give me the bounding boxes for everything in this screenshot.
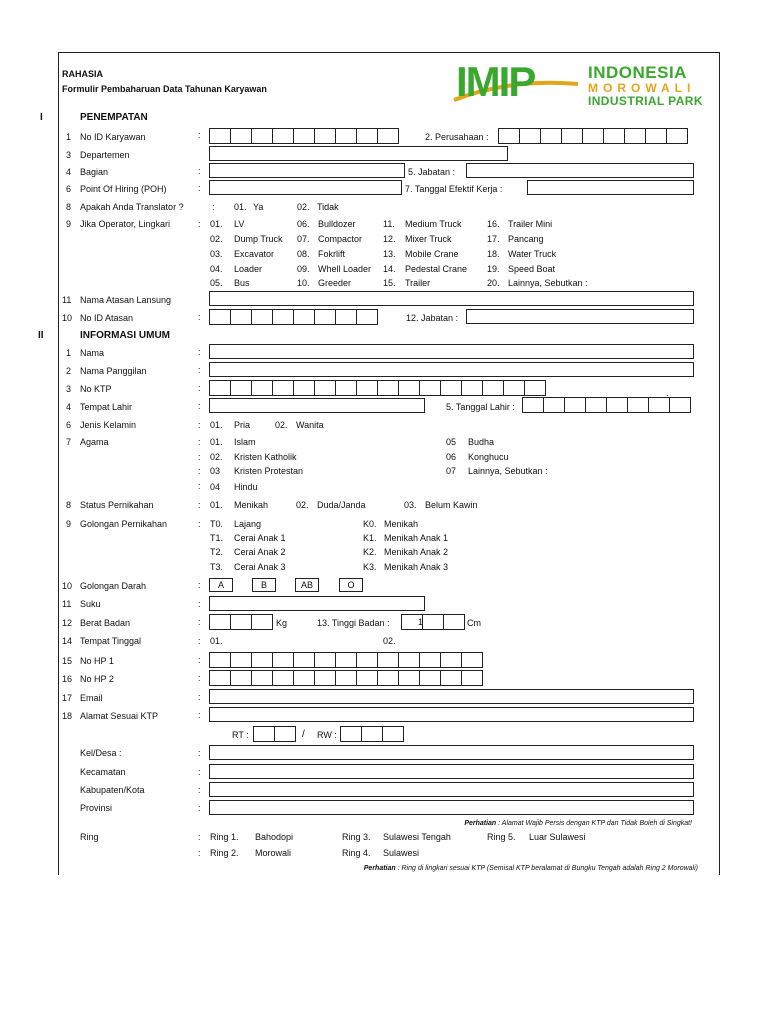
employee-id-cells[interactable] (209, 128, 398, 144)
phone2-cells[interactable] (209, 670, 482, 686)
operator-code: 19. (487, 264, 500, 274)
phone2-label: No HP 2 (80, 674, 114, 684)
religion-option[interactable]: Budha (468, 437, 495, 447)
nickname-field[interactable] (209, 362, 694, 377)
row-num-8: 8 (66, 202, 72, 212)
colon: : (198, 580, 201, 590)
weight-cells[interactable] (209, 614, 272, 630)
operator-code: 02. (210, 234, 223, 244)
gender-code: 01. (210, 420, 223, 430)
operator-code: 05. (210, 278, 223, 288)
operator-code: 03. (210, 249, 223, 259)
operator-code: 13. (383, 249, 396, 259)
operator-option[interactable]: Pancang (508, 234, 544, 244)
operator-code: 08. (297, 249, 310, 259)
row-num: 18 (62, 711, 73, 721)
operator-code: 12. (383, 234, 396, 244)
blood-type-ab[interactable]: AB (295, 578, 319, 592)
marital-status-label: Status Pernikahan (80, 500, 154, 510)
ring-code: Ring 2. (210, 848, 239, 858)
ktp-cells[interactable] (209, 380, 545, 396)
district-field[interactable] (209, 764, 694, 779)
colon: : (198, 832, 201, 842)
operator-option[interactable]: LV (234, 219, 245, 229)
gender-option-female[interactable]: Wanita (296, 420, 324, 430)
height-value: 1 (418, 617, 424, 627)
religion-option[interactable]: Hindu (234, 482, 258, 492)
marital-option[interactable]: Duda/Janda (317, 500, 366, 510)
colon: : (198, 785, 201, 795)
operator-option[interactable]: Compactor (318, 234, 363, 244)
section2-number: II (38, 330, 44, 341)
marriage-class-option[interactable]: Menikah (384, 519, 419, 529)
operator-code: 06. (297, 219, 310, 229)
operator-code: 18. (487, 249, 500, 259)
blood-type-b[interactable]: B (252, 578, 276, 592)
supervisor-position-label: 12. Jabatan : (406, 313, 459, 323)
rt-cell-3[interactable] (274, 726, 296, 742)
religion-code: 01. (210, 437, 223, 447)
section-field[interactable] (209, 163, 405, 178)
colon: : (198, 383, 201, 393)
religion-label: Agama (80, 437, 109, 447)
marriage-class-code: T1. (210, 533, 224, 543)
address-note (464, 820, 692, 827)
row-num: 8 (66, 500, 72, 510)
marital-code: 02. (296, 500, 309, 510)
row-num-10: 10 (62, 313, 73, 323)
religion-option[interactable]: Islam (234, 437, 256, 447)
marriage-class-option[interactable]: Menikah Anak 1 (384, 533, 449, 543)
religion-code: 07 (446, 466, 457, 476)
row-num: 4 (66, 402, 72, 412)
operator-code: 14. (383, 264, 396, 274)
department-field[interactable] (209, 146, 508, 161)
residence-label: Tempat Tinggal (80, 636, 142, 646)
row-num: 7 (66, 437, 72, 447)
logo-line1: INDONESIA (588, 63, 687, 82)
operator-code: 10. (297, 278, 310, 288)
imip-logo-mark (452, 60, 580, 108)
row-num: 16 (62, 674, 73, 684)
rt-label: RT : (232, 730, 249, 740)
position-field[interactable] (466, 163, 694, 178)
colon: : (198, 130, 201, 140)
weight-unit: Kg (276, 618, 288, 628)
colon: : (198, 617, 201, 627)
rw-label: RW : (317, 730, 337, 740)
marriage-class-option[interactable]: Lajang (234, 519, 262, 529)
company-cells[interactable] (498, 128, 687, 144)
section1-number: I (40, 112, 43, 123)
religion-code: 04 (210, 482, 221, 492)
ring-note-text: : Ring di lingkari sesuai KTP (Semisal KTP beralamat di Bungku Tengah adalah Ring 2 Morowali) (395, 865, 698, 872)
religion-code: 02. (210, 452, 223, 462)
row-num-9: 9 (66, 219, 72, 229)
colon: : (198, 599, 201, 609)
operator-code: 15. (383, 278, 396, 288)
operator-option[interactable]: Trailer (405, 278, 431, 288)
birthplace-field[interactable] (209, 398, 425, 413)
colon: : (198, 692, 201, 702)
section2-title: INFORMASI UMUM (80, 330, 170, 341)
colon: : (198, 466, 201, 476)
ring-code: Ring 4. (342, 848, 371, 858)
marriage-class-code: K1. (363, 533, 377, 543)
imip-logo-text (588, 64, 703, 107)
birthdate-label: 5. Tanggal Lahir : (446, 402, 515, 412)
regency-field[interactable] (209, 782, 694, 797)
address-note-lead: Perhatian (464, 820, 497, 827)
row-num-11: 11 (62, 295, 72, 305)
ethnicity-label: Suku (80, 599, 101, 609)
supervisor-id-label: No ID Atasan (80, 313, 134, 323)
marriage-class-code: T0. (210, 519, 224, 529)
religion-option[interactable]: Kristen Katholik (234, 452, 297, 462)
blood-type-label: Golongan Darah (80, 581, 147, 591)
marital-code: 03. (404, 500, 417, 510)
email-field[interactable] (209, 689, 694, 704)
row-num: 6 (66, 420, 72, 430)
section1-title: PENEMPATAN (80, 112, 148, 123)
village-field[interactable] (209, 745, 694, 760)
ring-note (364, 865, 698, 872)
supervisor-id-cells[interactable] (209, 309, 377, 325)
operator-option[interactable]: Excavator (234, 249, 275, 259)
marriage-class-label: Golongan Pernikahan (80, 519, 168, 529)
regency-label: Kabupaten/Kota (80, 785, 145, 795)
rt-rw-separator: / (302, 729, 305, 740)
address-note-text: : Alamat Wajib Persis dengan KTP dan Tidak Boleh di Singkat! (496, 820, 692, 827)
religion-code: 06 (446, 452, 457, 462)
row-num: 14 (62, 636, 73, 646)
row-num: 10 (62, 581, 73, 591)
ring-code: Ring 3. (342, 832, 371, 842)
phone1-label: No HP 1 (80, 656, 114, 666)
operator-option[interactable]: Greeder (318, 278, 352, 288)
ring-option[interactable]: Morowali (255, 848, 292, 858)
operator-code: 09. (297, 264, 310, 274)
religion-code: 03 (210, 466, 221, 476)
address-field[interactable] (209, 707, 694, 722)
department-label: Departemen (80, 150, 130, 160)
phone1-cells[interactable] (209, 652, 482, 668)
height-cells[interactable] (401, 614, 464, 630)
row-num: 12 (62, 618, 73, 628)
name-field[interactable] (209, 344, 694, 359)
poh-field[interactable] (209, 180, 402, 195)
height-unit: Cm (467, 618, 481, 628)
residence-option-1[interactable]: 01. (210, 636, 223, 646)
ring-option[interactable]: Bahodopi (255, 832, 294, 842)
operator-code: 01. (210, 219, 223, 229)
marriage-class-option[interactable]: Menikah Anak 2 (384, 547, 449, 557)
height-label: 13. Tinggi Badan : (317, 618, 390, 628)
colon: : (198, 183, 201, 193)
form-title: Formulir Pembaharuan Data Tahunan Karyawan (62, 84, 267, 94)
operator-option[interactable]: Mixer Truck (405, 234, 452, 244)
ring-option[interactable]: Sulawesi (383, 848, 420, 858)
colon: : (198, 803, 201, 813)
row-num-3: 3 (66, 150, 72, 160)
name-label: Nama (80, 348, 105, 358)
colon: : (198, 166, 201, 176)
colon: : (198, 710, 201, 720)
birthplace-label: Tempat Lahir (80, 402, 133, 412)
colon: : (198, 481, 201, 491)
employee-id-label: No ID Karyawan (80, 132, 146, 142)
row-num: 15 (62, 656, 73, 666)
translator-option-2[interactable]: Tidak (317, 202, 339, 212)
email-label: Email (80, 693, 103, 703)
effective-date-label: 7. Tanggal Efektif Kerja : (405, 184, 503, 194)
marriage-class-option[interactable]: Cerai Anak 1 (234, 533, 286, 543)
logo-line3: INDUSTRIAL PARK (588, 94, 703, 108)
ring-code: Ring 5. (487, 832, 516, 842)
colon: : (212, 202, 215, 212)
operator-option[interactable]: Mobile Crane (405, 249, 459, 259)
birthdate-cells[interactable] (522, 397, 690, 413)
operator-option[interactable]: Dump Truck (234, 234, 283, 244)
blood-type-o[interactable]: O (339, 578, 363, 592)
operator-code: 16. (487, 219, 500, 229)
translator-option-1[interactable]: Ya (253, 202, 264, 212)
marital-option[interactable]: Menikah (234, 500, 269, 510)
colon: : (198, 673, 201, 683)
marriage-class-code: T2. (210, 547, 224, 557)
ktp-label: No KTP (80, 384, 112, 394)
ring-option[interactable]: Luar Sulawesi (529, 832, 586, 842)
operator-option[interactable]: Trailer Mini (508, 219, 553, 229)
colon: : (198, 452, 201, 462)
operator-option[interactable]: Bulldozer (318, 219, 356, 229)
colon: : (198, 655, 201, 665)
operator-option[interactable]: Lainnya, Sebutkan : (508, 278, 588, 288)
colon: : (198, 347, 201, 357)
supervisor-name-field[interactable] (209, 291, 694, 306)
colon: : (198, 848, 201, 858)
operator-code: 17. (487, 234, 500, 244)
row-num-4: 4 (66, 167, 72, 177)
marriage-class-code: K0. (363, 519, 377, 529)
ethnicity-field[interactable] (209, 596, 425, 611)
poh-label: Point Of Hiring (POH) (80, 184, 167, 194)
marriage-class-option[interactable]: Cerai Anak 3 (234, 562, 286, 572)
translator-option-2-code[interactable]: 02. (297, 202, 310, 212)
province-label: Provinsi (80, 803, 113, 813)
operator-option[interactable]: Whell Loader (318, 264, 372, 274)
effective-date-field[interactable] (527, 180, 694, 195)
weight-label: Berat Badan (80, 618, 131, 628)
colon: : (198, 365, 201, 375)
operator-code: 04. (210, 264, 223, 274)
gender-label: Jenis Kelamin (80, 420, 137, 430)
colon: : (198, 767, 201, 777)
operator-option[interactable]: Bus (234, 278, 250, 288)
village-label: Kel/Desa : (80, 748, 122, 758)
logo-mark-text: IMIP (456, 60, 535, 105)
nickname-label: Nama Panggilan (80, 366, 147, 376)
marital-code: 01. (210, 500, 223, 510)
confidential-label: RAHASIA (62, 69, 104, 79)
section-label: Bagian (80, 167, 109, 177)
row-num-1: 1 (66, 132, 72, 142)
row-num-6: 6 (66, 184, 72, 194)
row-num: 11 (62, 599, 72, 609)
supervisor-name-label: Nama Atasan Lansung (80, 295, 172, 305)
marriage-class-code: K3. (363, 562, 377, 572)
row-num: 3 (66, 384, 72, 394)
row-num: 1 (66, 348, 72, 358)
colon: : (198, 420, 201, 430)
colon: : (198, 519, 201, 529)
ring-label: Ring (80, 832, 99, 842)
translator-option-1-code[interactable]: 01. (234, 202, 247, 212)
marriage-class-option[interactable]: Cerai Anak 2 (234, 547, 286, 557)
marriage-class-code: K2. (363, 547, 377, 557)
colon: : (198, 748, 201, 758)
address-label: Alamat Sesuai KTP (80, 711, 159, 721)
supervisor-position-field[interactable] (466, 309, 694, 324)
religion-option[interactable]: Lainnya, Sebutkan : (468, 466, 548, 476)
operator-option[interactable]: Fokrlift (318, 249, 345, 259)
marriage-class-option[interactable]: Menikah Anak 3 (384, 562, 449, 572)
district-label: Kecamatan (80, 767, 126, 777)
position-label: 5. Jabatan : (408, 167, 456, 177)
religion-code: 05 (446, 437, 457, 447)
residence-option-2[interactable]: 02. (383, 636, 396, 646)
operator-option[interactable]: Loader (234, 264, 263, 274)
operator-option[interactable]: Speed Boat (508, 264, 556, 274)
religion-option[interactable]: Konghucu (468, 452, 509, 462)
colon: : (198, 636, 201, 646)
operator-code: 11. (383, 219, 395, 229)
row-num: 2 (66, 366, 72, 376)
operator-label: Jika Operator, Lingkari (80, 219, 171, 229)
row-num: 17 (62, 693, 73, 703)
rw-cells[interactable] (340, 726, 403, 742)
gender-option-male[interactable]: Pria (234, 420, 251, 430)
colon: : (198, 219, 201, 229)
colon: : (198, 312, 201, 322)
gender-code: 02. (275, 420, 288, 430)
colon: : (198, 401, 201, 411)
province-field[interactable] (209, 800, 694, 815)
religion-option[interactable]: Kristen Protestan (234, 466, 304, 476)
blood-type-a[interactable]: A (209, 578, 233, 592)
marriage-class-code: T3. (210, 562, 224, 572)
colon: : (198, 437, 201, 447)
ring-code: Ring 1. (210, 832, 239, 842)
ring-note-lead: Perhatian (363, 865, 396, 872)
colon: : (198, 500, 201, 510)
logo-line2: MOROWALI (588, 81, 696, 95)
company-label: 2. Perusahaan : (425, 132, 489, 142)
marital-option[interactable]: Belum Kawin (425, 500, 478, 510)
operator-code: 07. (297, 234, 310, 244)
operator-option[interactable]: Pedestal Crane (405, 264, 468, 274)
operator-code: 20. (487, 278, 500, 288)
operator-option[interactable]: Water Truck (508, 249, 557, 259)
operator-option[interactable]: Medium Truck (405, 219, 462, 229)
ktp-dot: . (666, 388, 669, 398)
ring-option[interactable]: Sulawesi Tengah (383, 832, 451, 842)
translator-label: Apakah Anda Translator ? (80, 202, 184, 212)
row-num: 9 (66, 519, 72, 529)
